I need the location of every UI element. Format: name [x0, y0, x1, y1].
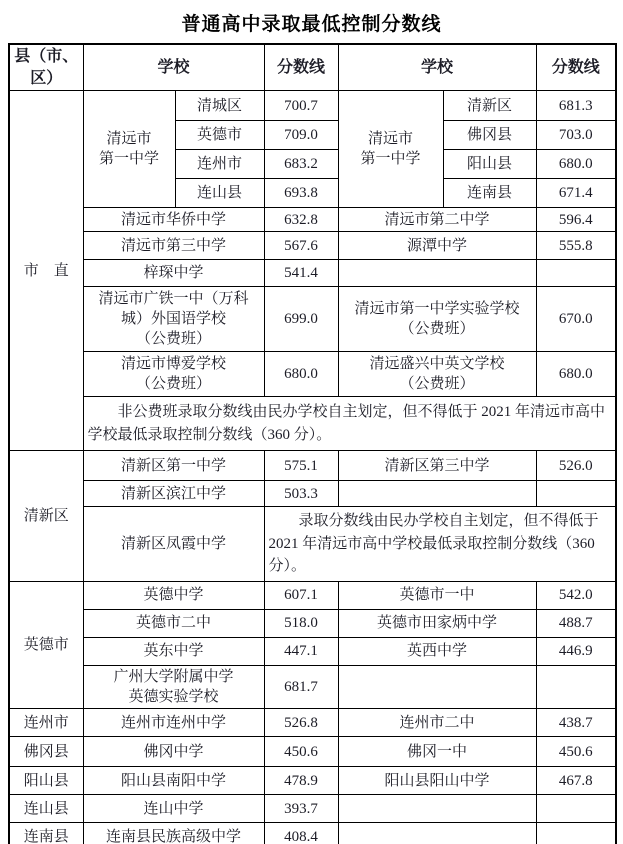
- score-cell: 555.8: [536, 232, 616, 260]
- score-cell: 450.6: [264, 737, 338, 767]
- header-school-right: 学校: [338, 44, 536, 91]
- school-cell: 清新区第三中学: [338, 451, 536, 481]
- table-row: [9, 709, 616, 737]
- district-cell: 阳山县: [9, 767, 83, 795]
- table-row: [9, 287, 616, 352]
- school-cell: 英德市一中: [338, 581, 536, 609]
- score-cell: 596.4: [536, 208, 616, 232]
- school-cell: 清远市第二中学: [338, 208, 536, 232]
- header-score-left: 分数线: [264, 44, 338, 91]
- table-row: [9, 481, 616, 507]
- area-cell: 佛冈县: [443, 121, 536, 150]
- score-cell: 680.0: [264, 352, 338, 397]
- school-cell: 连山中学: [83, 795, 264, 823]
- school-cell: 阳山县南阳中学: [83, 767, 264, 795]
- school-cell: 连州市连州中学: [83, 709, 264, 737]
- school-cell: 梓琛中学: [83, 260, 264, 287]
- header-school-left: 学校: [83, 44, 264, 91]
- area-cell: 清城区: [175, 91, 264, 121]
- school-cell: 清远市博爱学校 （公费班）: [83, 352, 264, 397]
- score-cell: 478.9: [264, 767, 338, 795]
- empty-cell: [338, 665, 536, 709]
- district-cell: 佛冈县: [9, 737, 83, 767]
- school-cell: 英德市田家炳中学: [338, 609, 536, 637]
- table-row: [9, 208, 616, 232]
- school-cell: 清远市 第一中学: [83, 91, 175, 208]
- table-row: [9, 397, 616, 451]
- empty-cell: [536, 823, 616, 844]
- table-row: [9, 352, 616, 397]
- school-cell: 清远市第一中学实验学校 （公费班）: [338, 287, 536, 352]
- area-cell: 清新区: [443, 91, 536, 121]
- score-cell: 438.7: [536, 709, 616, 737]
- score-cell: 680.0: [536, 352, 616, 397]
- school-cell: 清远市华侨中学: [83, 208, 264, 232]
- school-cell: 清远市 第一中学: [338, 91, 443, 208]
- empty-cell: [536, 665, 616, 709]
- header-score-right: 分数线: [536, 44, 616, 91]
- school-cell: 阳山县阳山中学: [338, 767, 536, 795]
- table-row: [9, 581, 616, 609]
- school-cell: 连州市二中: [338, 709, 536, 737]
- empty-cell: [536, 795, 616, 823]
- score-cell: 670.0: [536, 287, 616, 352]
- score-cell: 542.0: [536, 581, 616, 609]
- table-header: [9, 44, 616, 91]
- area-cell: 英德市: [175, 121, 264, 150]
- school-cell: 连南县民族高级中学: [83, 823, 264, 844]
- school-cell: 清远市第三中学: [83, 232, 264, 260]
- district-cell: 市 直: [9, 91, 83, 451]
- score-cell: 680.0: [536, 150, 616, 179]
- district-cell: 连南县: [9, 823, 83, 844]
- note-cell: 非公费班录取分数线由民办学校自主划定，但不得低于 2021 年清远市高中学校最低录取控制分数线（360 分）。: [83, 397, 616, 451]
- score-cell: 703.0: [536, 121, 616, 150]
- empty-cell: [338, 260, 536, 287]
- table-row: [9, 609, 616, 637]
- school-cell: 英西中学: [338, 637, 536, 665]
- note-cell: 录取分数线由民办学校自主划定，但不得低于 2021 年清远市高中学校最低录取控制分数线（360 分）。: [264, 507, 616, 582]
- score-cell: 681.3: [536, 91, 616, 121]
- page-title: 普通高中录取最低控制分数线: [181, 14, 442, 35]
- school-cell: 清新区滨江中学: [83, 481, 264, 507]
- table-row: [9, 823, 616, 844]
- school-cell: 清远市广铁一中（万科 城）外国语学校 （公费班）: [83, 287, 264, 352]
- table-row: [9, 507, 616, 582]
- score-cell: 447.1: [264, 637, 338, 665]
- score-cell: 503.3: [264, 481, 338, 507]
- score-cell: 671.4: [536, 179, 616, 208]
- score-cell: 575.1: [264, 451, 338, 481]
- empty-cell: [536, 481, 616, 507]
- table-row: [9, 737, 616, 767]
- score-cell: 450.6: [536, 737, 616, 767]
- score-cell: 408.4: [264, 823, 338, 844]
- table-row: [9, 795, 616, 823]
- area-cell: 连南县: [443, 179, 536, 208]
- score-cell: 526.0: [536, 451, 616, 481]
- score-cell: 446.9: [536, 637, 616, 665]
- score-cell: 681.7: [264, 665, 338, 709]
- school-cell: 清新区第一中学: [83, 451, 264, 481]
- table-row: [9, 451, 616, 481]
- score-cell: 693.8: [264, 179, 338, 208]
- score-table: [8, 43, 617, 844]
- empty-cell: [338, 795, 536, 823]
- district-cell: 连州市: [9, 709, 83, 737]
- score-cell: 567.6: [264, 232, 338, 260]
- area-cell: 阳山县: [443, 150, 536, 179]
- table-row: [9, 637, 616, 665]
- table-row: [9, 232, 616, 260]
- school-cell: 英东中学: [83, 637, 264, 665]
- empty-cell: [536, 260, 616, 287]
- score-cell: 541.4: [264, 260, 338, 287]
- table-row: [9, 665, 616, 709]
- empty-cell: [338, 481, 536, 507]
- score-cell: 607.1: [264, 581, 338, 609]
- header-district: 县（市、区）: [9, 44, 83, 91]
- school-cell: 清远盛兴中英文学校 （公费班）: [338, 352, 536, 397]
- score-cell: 699.0: [264, 287, 338, 352]
- table-row: [9, 767, 616, 795]
- district-cell: 连山县: [9, 795, 83, 823]
- score-cell: 526.8: [264, 709, 338, 737]
- score-cell: 632.8: [264, 208, 338, 232]
- school-cell: 广州大学附属中学 英德实验学校: [83, 665, 264, 709]
- score-cell: 467.8: [536, 767, 616, 795]
- score-cell: 518.0: [264, 609, 338, 637]
- school-cell: 源潭中学: [338, 232, 536, 260]
- school-cell: 英德中学: [83, 581, 264, 609]
- school-cell: 清新区凤霞中学: [83, 507, 264, 582]
- district-cell: 清新区: [9, 451, 83, 582]
- table-row: [9, 260, 616, 287]
- empty-cell: [338, 823, 536, 844]
- area-cell: 连山县: [175, 179, 264, 208]
- score-cell: 709.0: [264, 121, 338, 150]
- score-cell: 488.7: [536, 609, 616, 637]
- school-cell: 佛冈一中: [338, 737, 536, 767]
- school-cell: 佛冈中学: [83, 737, 264, 767]
- header-row: [9, 44, 616, 91]
- school-cell: 英德市二中: [83, 609, 264, 637]
- score-cell: 683.2: [264, 150, 338, 179]
- score-cell: 393.7: [264, 795, 338, 823]
- area-cell: 连州市: [175, 150, 264, 179]
- score-cell: 700.7: [264, 91, 338, 121]
- table-body: [9, 91, 616, 844]
- table-row: [9, 91, 616, 121]
- district-cell: 英德市: [9, 581, 83, 709]
